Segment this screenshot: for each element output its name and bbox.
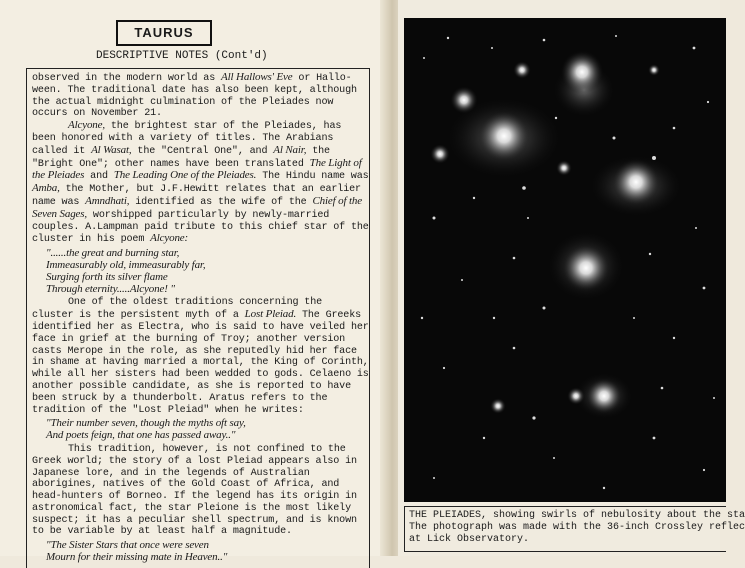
poem-alcyone: "......the great and burning star, Immeasurably old, immeasurably far, Surging forth its silver flame Through eternity.....Alcyone! " [46, 247, 206, 295]
paragraph-1: observed in the modern world as All Hallows' Eve or Hallo-ween. The traditional date has also been kept, although the actual midnight culmination of the Pleiades now occurs on November 21. [32, 71, 357, 120]
photo-caption [404, 506, 745, 552]
pleiades-photograph [404, 18, 726, 502]
poem-aratus: "Their number seven, though the myths oft say, And poets feign, that one has passed away.." [46, 417, 246, 442]
caption-line-1: THE PLEIADES, showing swirls of nebulosity about the sta [409, 510, 745, 521]
descriptive-notes-text [26, 68, 370, 568]
paragraph-2: Alcyone, the brightest star of the Pleiades, has been honored with a variety of titles. The Arabians called it Al Wasat, the "Central One", and Al Nair, the "Bright One"; other names have been translated The Light of the Pleiades and The Leading One of the Pleiades. The Hindu name was Amba, the Mother, but J.F.Hewitt relates that an earlier name was Amndhati, identified as the wife of the Chief of the Seven Sages, worshipped particularly by newly-married couples. A.Lampman paid tribute to this chief star of the cluster in his poem Alcyone: [32, 119, 369, 246]
section-subtitle: DESCRIPTIVE NOTES (Cont'd) [96, 50, 268, 62]
chapter-title: TAURUS [116, 20, 212, 46]
caption-line-3: at Lick Observatory. [409, 533, 530, 545]
star-field-image [404, 18, 726, 502]
poem-sister-stars: "The Sister Stars that once were seven Mourn for their missing mate in Heaven.." [46, 539, 228, 564]
caption-line-2: The photograph was made with the 36-inch Crossley reflec [409, 521, 745, 533]
paragraph-4: This tradition, however, is not confined to the Greek world; the story of a lost Pleiad appears also in Japanese lore, and in the legends of Australian aborigines, natives of the Gold Coast of Africa, and head-hunters of Borneo. If the legend has its origin in astronomical fact, the star Pleione is the most likely suspect; it has a peculiar shell spectrum, and is known to be variable by at least half a magnitude. [32, 443, 357, 538]
paragraph-3: One of the oldest traditions concerning the cluster is the persistent myth of a Lost Pleiad. The Greeks identified her as Electra, who is said to have veiled her face in grief at the burning of Troy; another version casts Merope in the role, as she reputedly hid her face in shame at having married a mortal, the King of Corinth, while all her sisters had been wedded to gods. Celaeno is another possible candidate, as she is reported to have been struck by a thunderbolt. Aratus refers to the tradition of the "Lost Pleiad" when he writes: [32, 297, 369, 416]
right-page [398, 0, 745, 556]
